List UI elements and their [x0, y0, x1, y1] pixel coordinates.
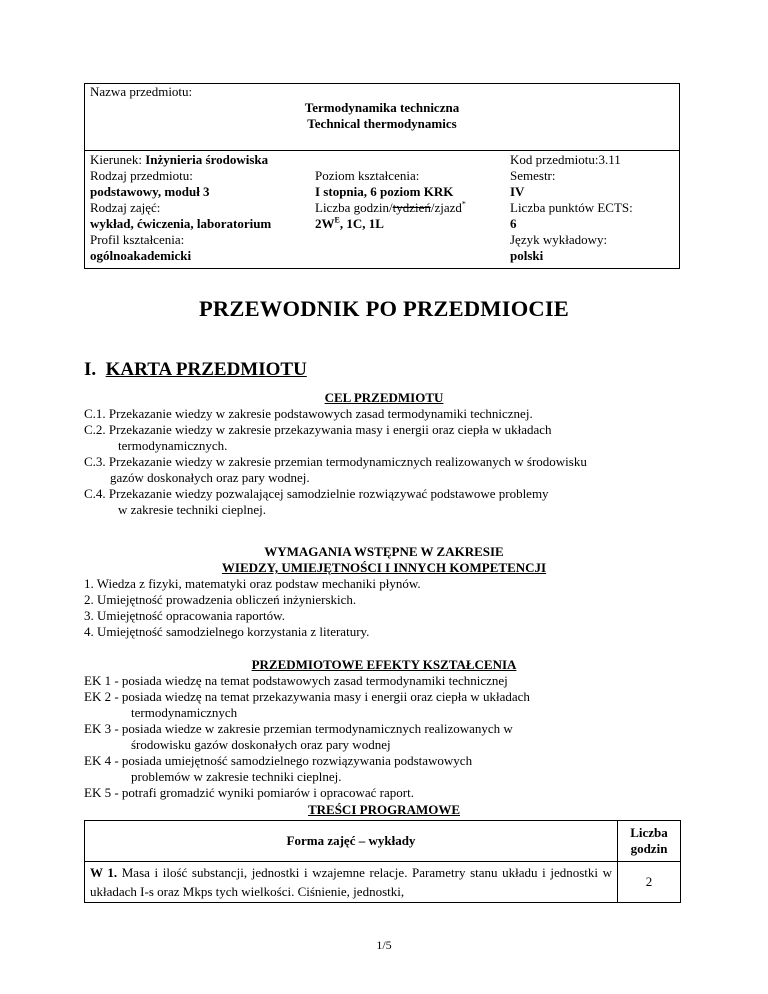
page-title: PRZEWODNIK PO PRZEDMIOCIE	[198, 296, 570, 321]
cel-heading-text: CEL PRZEDMIOTU	[324, 390, 444, 405]
program-table	[84, 820, 681, 903]
col-header-hours-a: Liczba	[630, 825, 668, 840]
godziny-star: *	[461, 199, 466, 209]
kod-label: Kod przedmiotu:3.11	[510, 152, 621, 167]
header-col-middle	[315, 168, 466, 232]
list-item: 4. Umiejętność samodzielnego korzystania z literatury.	[84, 624, 370, 639]
col-header-hours-b: godzin	[630, 841, 668, 856]
tresci-heading-text: TREŚCI PROGRAMOWE	[307, 802, 461, 817]
table-header-row	[85, 821, 681, 862]
list-item: termodynamicznych	[131, 705, 238, 720]
list-item: w zakresie techniki cieplnej.	[118, 502, 266, 517]
wymagania-heading-2-text: WIEDZY, UMIEJĘTNOŚCI I INNYCH KOMPETENCJI	[221, 560, 547, 575]
list-item: EK 4 - posiada umiejętność samodzielnego rozwiązywania podstawowych	[84, 753, 473, 768]
list-item: EK 1 - posiada wiedzę na temat podstawowych zasad termodynamiki technicznej	[84, 673, 508, 688]
cel-list	[84, 406, 587, 518]
table-row	[85, 862, 681, 903]
tresci-heading	[0, 802, 768, 818]
header-col-left	[90, 152, 271, 264]
efekty-heading-text: PRZEDMIOTOWE EFEKTY KSZTAŁCENIA	[251, 657, 517, 672]
efekty-heading	[0, 657, 768, 673]
header-col-right	[510, 152, 633, 264]
kierunek-value: Inżynieria środowiska	[145, 152, 269, 167]
list-item: problemów w zakresie techniki cieplnej.	[131, 769, 342, 784]
cel-heading	[0, 390, 768, 406]
godziny-label-b: /zjazd	[430, 200, 462, 215]
poziom-label: Poziom kształcenia:	[315, 168, 420, 183]
list-item: C.1. Przekazanie wiedzy w zakresie podstawowych zasad termodynamiki technicznej.	[84, 406, 533, 421]
godziny-value	[315, 216, 466, 232]
kierunek	[90, 152, 271, 168]
list-item: środowisku gazów doskonałych oraz pary wodnej	[131, 737, 391, 752]
rodzaj-label: Rodzaj przedmiotu:	[90, 168, 193, 183]
list-item: C.3. Przekazanie wiedzy w zakresie przemian termodynamicznych realizowanych w środowisku	[84, 454, 587, 469]
course-title-en: Technical thermodynamics	[307, 116, 457, 131]
wymagania-list	[84, 576, 421, 640]
section-number: I.	[84, 359, 97, 380]
list-item: C.4. Przekazanie wiedzy pozwalającej samodzielnie rozwiązywać podstawowe problemy	[84, 486, 549, 501]
rodzaj-zajec-value: wykład, ćwiczenia, laboratorium	[90, 216, 272, 231]
godziny-value-a: 2W	[315, 216, 335, 231]
row-label: W 1.	[90, 865, 118, 880]
section-title	[84, 359, 307, 381]
course-title-pl: Termodynamika techniczna	[304, 100, 460, 115]
poziom-value: I stopnia, 6 poziom KRK	[315, 184, 454, 199]
list-item: termodynamicznych.	[118, 438, 228, 453]
profil-label: Profil kształcenia:	[90, 232, 185, 247]
rodzaj-value: podstawowy, moduł 3	[90, 184, 210, 199]
col-header-form: Forma zajęć – wykłady	[85, 821, 618, 862]
wymagania-heading-1: WYMAGANIA WSTĘPNE W ZAKRESIE	[264, 544, 504, 559]
list-item: C.2. Przekazanie wiedzy w zakresie przekazywania masy i energii oraz ciepła w układach	[84, 422, 552, 437]
list-item: EK 3 - posiada wiedze w zakresie przemian termodynamicznych realizowanych w	[84, 721, 513, 736]
godziny-label-strike: tydzień	[392, 200, 431, 215]
wymagania-heading-2	[0, 560, 768, 576]
list-item: 2. Umiejętność prowadzenia obliczeń inżynierskich.	[84, 592, 357, 607]
semestr-label: Semestr:	[510, 168, 556, 183]
efekty-list	[84, 673, 530, 801]
list-item: gazów doskonałych oraz pary wodnej.	[110, 470, 310, 485]
section-name: KARTA PRZEDMIOTU	[105, 359, 307, 380]
profil-value: ogólnoakademicki	[90, 248, 192, 263]
page-number: 1/5	[376, 938, 392, 952]
godziny-label	[315, 200, 466, 216]
semestr-value: IV	[510, 184, 525, 199]
list-item: 3. Umiejętność opracowania raportów.	[84, 608, 285, 623]
row-content	[85, 862, 618, 903]
godziny-label-a: Liczba godzin/	[315, 200, 393, 215]
godziny-value-b: , 1C, 1L	[339, 216, 384, 231]
ects-value: 6	[510, 216, 517, 231]
list-item: EK 5 - potrafi gromadzić wyniki pomiarów i opracować raport.	[84, 785, 414, 800]
ects-label: Liczba punktów ECTS:	[510, 200, 633, 215]
kierunek-label: Kierunek:	[90, 152, 146, 167]
row-text: Masa i ilość substancji, jednostki i wzajemne relacje. Parametry stanu układu i jednostki w układach I-s oraz Mkps tych wielkości. Ciśnienie, jednostki,	[90, 865, 613, 899]
jezyk-label: Język wykładowy:	[510, 232, 608, 247]
col-header-hours	[618, 821, 681, 862]
godziny-value-sup: E	[334, 215, 340, 225]
course-name-label: Nazwa przedmiotu:	[90, 84, 193, 99]
header-info	[84, 151, 680, 269]
list-item: EK 2 - posiada wiedzę na temat przekazywania masy i energii oraz ciepła w układach	[84, 689, 530, 704]
jezyk-value: polski	[510, 248, 544, 263]
rodzaj-zajec-label: Rodzaj zajęć:	[90, 200, 161, 215]
row-hours: 2	[618, 862, 681, 903]
list-item: 1. Wiedza z fizyki, matematyki oraz podstaw mechaniki płynów.	[84, 576, 421, 591]
